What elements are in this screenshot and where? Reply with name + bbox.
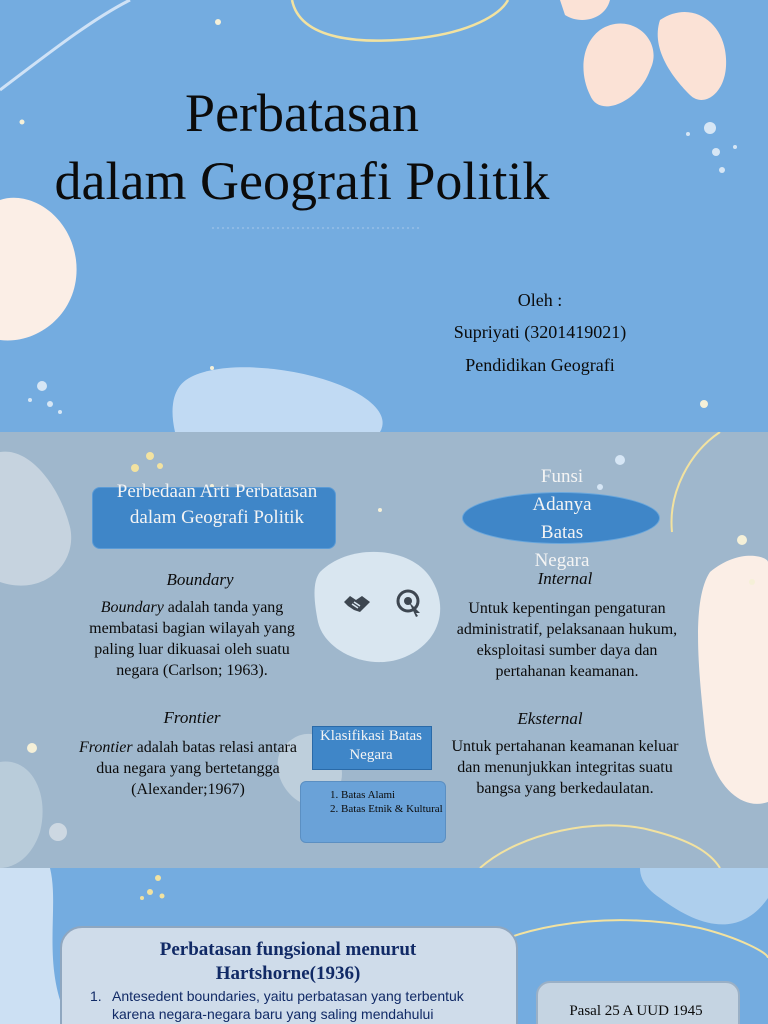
frontier-term: Frontier: [79, 739, 133, 756]
classification-item-ethnic: 2. Batas Etnik & Kultural: [341, 802, 445, 816]
boundary-text-block: [78, 597, 306, 681]
boundary-heading: Boundary: [166, 570, 234, 589]
hartshorne-item-1-line-1: Antesedent boundaries, yaitu perbatasan yang terbentuk: [112, 988, 464, 1004]
classification-list-box: [300, 781, 446, 843]
classification-item-natural: 1. Batas Alami: [341, 788, 445, 802]
handshake-icon: [342, 590, 372, 616]
functions-title: Funsi Adanya Batas Negara: [532, 466, 592, 571]
study-program: Pendidikan Geografi: [465, 355, 615, 375]
hartshorne-slide: [0, 868, 768, 1024]
external-text: Untuk pertahanan keamanan keluar dan menunjukkan integritas suatu bangsa yang berkedaulatan.: [451, 738, 679, 797]
title-line-2: dalam Geografi Politik: [54, 151, 550, 211]
frontier-heading: Frontier: [163, 708, 221, 727]
external-heading: Eksternal: [517, 709, 583, 728]
author-name: Supriyati (3201419021): [453, 322, 627, 342]
internal-text: Untuk kepentingan pengaturan administratif, pelaksanaan hukum, eksploitasi sumber daya dan pertahanan keamanan.: [456, 600, 678, 680]
classification-list: [301, 788, 445, 816]
title-slide: [0, 0, 768, 432]
frontier-definition: adalah batas relasi antara dua negara yang bertetangga (Alexander;1967): [96, 739, 297, 798]
hartshorne-title: Perbatasan fungsional menurut Hartshorne(1936): [159, 939, 417, 984]
target-click-icon: [396, 589, 424, 617]
hartshorne-item-1-line-2: karena negara-negara baru yang saling mendahului: [112, 1006, 434, 1022]
classification-title: Klasifikasi Batas Negara: [319, 728, 423, 763]
internal-heading: Internal: [537, 569, 593, 588]
hartshorne-item-1: [90, 987, 508, 1023]
by-label: Oleh :: [517, 290, 563, 310]
title-line-1: Perbatasan: [185, 83, 419, 143]
boundary-definition: adalah tanda yang membatasi bagian wilayah yang paling luar dikuasai oleh suatu negara (Carlson; 1963).: [89, 599, 295, 679]
definitions-slide: [0, 432, 768, 868]
frontier-text-block: [78, 737, 298, 800]
hartshorne-item-1-number: 1.: [90, 988, 102, 1004]
article-text: Pasal 25 A UUD 1945: [569, 1003, 703, 1019]
boundary-term: Boundary: [100, 599, 164, 616]
definitions-title: Perbedaan Arti Perbatasan dalam Geografi Politik: [116, 481, 318, 528]
